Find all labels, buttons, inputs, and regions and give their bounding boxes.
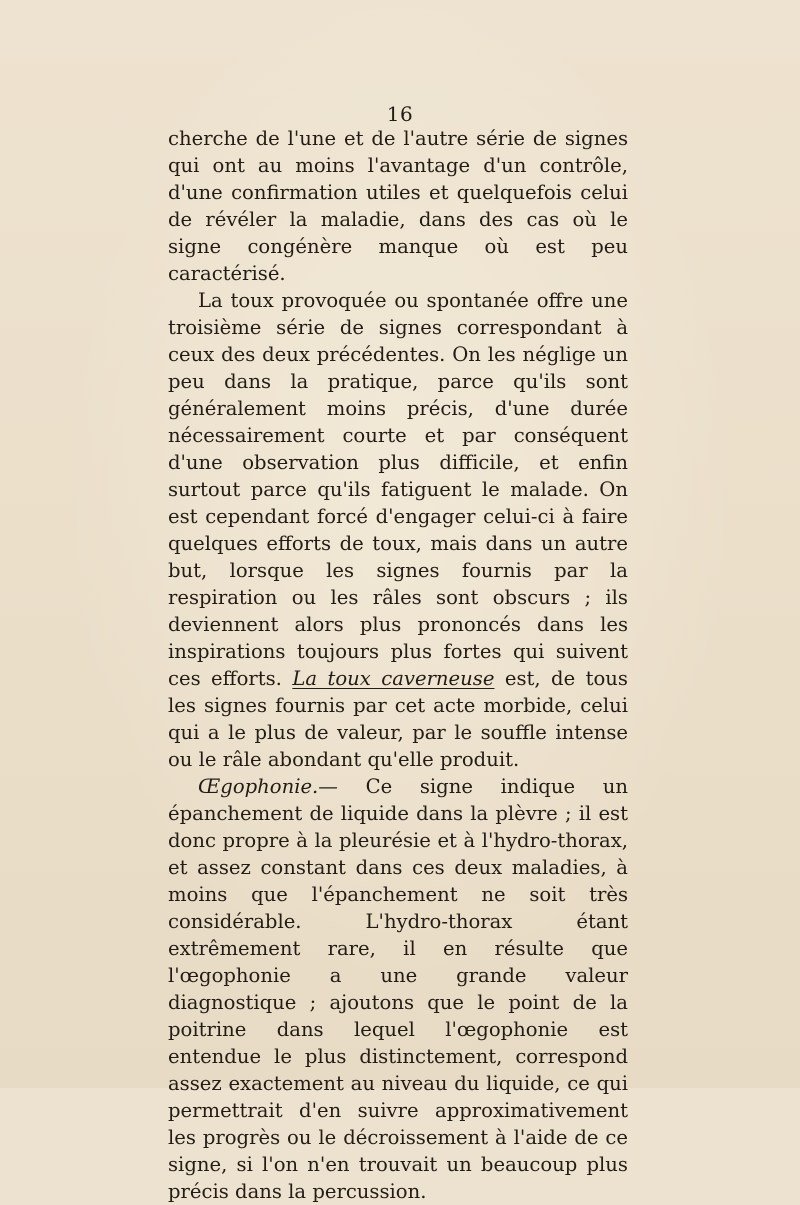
paragraph-3 [168, 773, 628, 1205]
paragraph-1-text: cherche de l'une et de l'autre série de signes qui ont au moins l'avantage d'un contrôle, d'une confirmation utiles et quelquefois celui de révéler la maladie, dans des cas où le signe congénère manque où est peu caractérisé. [168, 127, 628, 285]
paragraph-1 [168, 125, 628, 287]
paragraph-3-text: — Ce signe indique un épanchement de liquide dans la plèvre ; il est donc propre à la pleurésie et à l'hydro-thorax, et assez constant dans ces deux maladies, à moins que l'épanchement ne soit très considérable. L'hydro-thorax étant extrêmement rare, il en résulte que l'œgophonie a une grande valeur diagnostique ; ajoutons que le point de la poitrine dans lequel l'œgophonie est entendue le plus distinctement, correspond assez exactement au niveau du liquide, ce qui permettrait d'en suivre approximativement les progrès ou le décroissement à l'aide de ce signe, si l'on n'en trouvait un beaucoup plus précis dans la percussion. [168, 775, 628, 1203]
body-text [168, 125, 628, 1205]
page-number: 16 [386, 102, 414, 126]
paragraph-2-tail: est, de tous les signes fournis par cet acte morbide, celui qui a le plus de valeur, par le souffle intense ou le râle abondant qu'elle produit. [168, 667, 628, 771]
italic-term-toux-caverneuse: La toux caverneuse [292, 667, 495, 690]
italic-term-oegophonie: Œgophonie. [198, 775, 319, 798]
paragraph-2-text: La toux provoquée ou spontanée offre une troisième série de signes correspondant à ceux des deux précédentes. On les néglige un peu dans la pratique, parce qu'ils sont généralement moins précis, d'une durée nécessairement courte et par conséquent d'une observation plus difficile, et enfin surtout parce qu'ils fatiguent le malade. On est cependant forcé d'engager celui-ci à faire quelques efforts de toux, mais dans un autre but, lorsque les signes fournis par la respiration ou les râles sont obscurs ; ils deviennent alors plus prononcés dans les inspirations toujours plus fortes qui suivent ces efforts. [168, 289, 628, 690]
paragraph-2 [168, 287, 628, 773]
